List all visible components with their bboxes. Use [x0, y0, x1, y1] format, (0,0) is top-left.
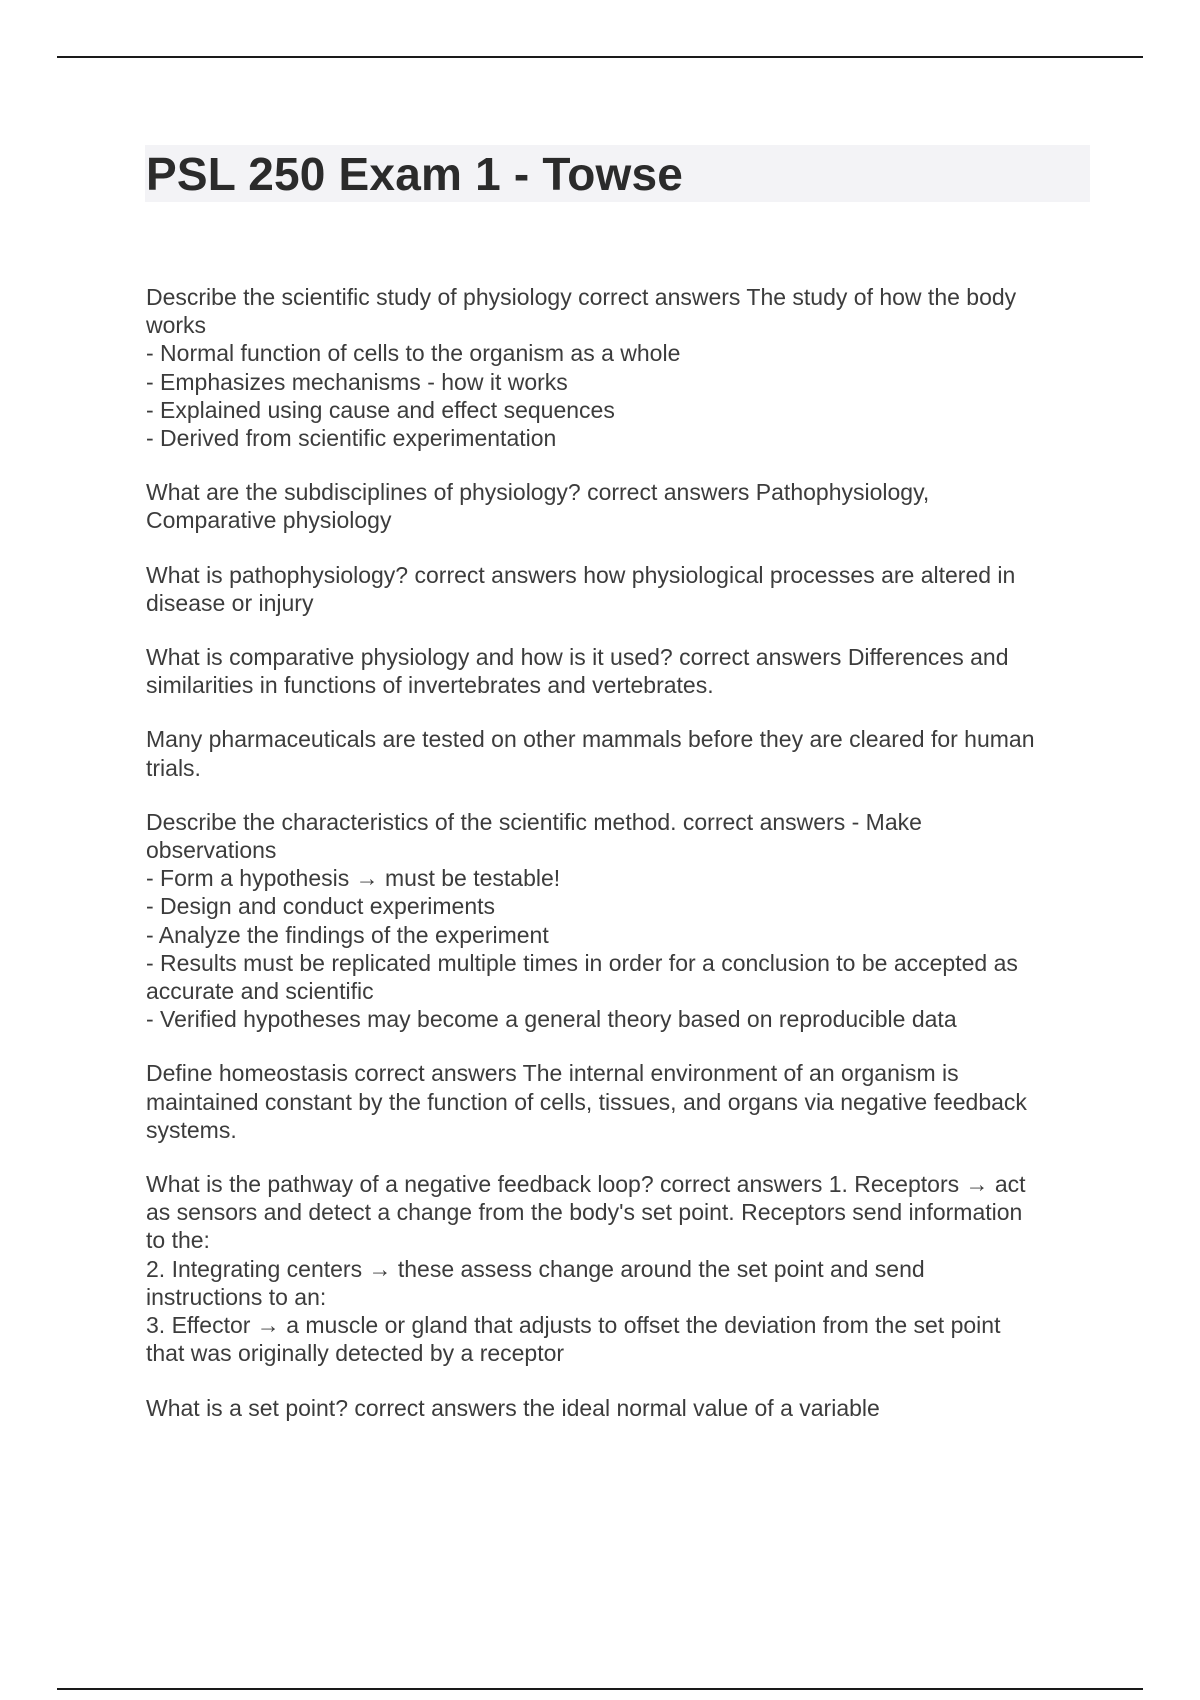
qa-entry [146, 808, 1091, 1034]
entry-line: systems. [146, 1116, 237, 1143]
entry-line: to the: [146, 1227, 210, 1254]
entry-line: What is the pathway of a negative feedback loop? correct answers 1. Receptors → act [146, 1171, 1026, 1198]
qa-list [146, 283, 1091, 1448]
entry-line: Many pharmaceuticals are tested on other mammals before they are cleared for human [146, 726, 1035, 753]
qa-entry [146, 561, 1091, 617]
qa-entry [146, 1170, 1091, 1367]
entry-line: Comparative physiology [146, 507, 392, 534]
qa-entry [146, 725, 1091, 781]
entry-line: What are the subdisciplines of physiology? correct answers Pathophysiology, [146, 479, 930, 506]
entry-line: - Results must be replicated multiple times in order for a conclusion to be accepted as [146, 949, 1018, 976]
entry-line: trials. [146, 754, 201, 781]
entry-line: that was originally detected by a receptor [146, 1340, 565, 1367]
entry-line: Describe the scientific study of physiology correct answers The study of how the body [146, 284, 1017, 310]
qa-entry [146, 283, 1091, 452]
top-divider [57, 56, 1143, 58]
entry-line: What is comparative physiology and how is it used? correct answers Differences and [146, 644, 1009, 671]
entry-line: maintained constant by the function of cells, tissues, and organs via negative feedback [146, 1088, 1027, 1115]
entry-line: 2. Integrating centers → these assess change around the set point and send [146, 1255, 925, 1282]
entry-line: - Design and conduct experiments [146, 893, 496, 920]
entry-line: - Analyze the findings of the experiment [146, 921, 549, 948]
entry-line: observations [146, 837, 277, 864]
qa-entry [146, 643, 1091, 699]
bottom-divider [57, 1688, 1143, 1690]
entry-line: - Derived from scientific experimentation [146, 425, 557, 452]
page-title: PSL 250 Exam 1 - Towse [146, 148, 684, 200]
entry-line: 3. Effector → a muscle or gland that adjusts to offset the deviation from the set point [146, 1312, 1001, 1339]
entry-line: - Normal function of cells to the organism as a whole [146, 340, 681, 367]
entry-line: accurate and scientific [146, 978, 374, 1005]
entry-line: Describe the characteristics of the scientific method. correct answers - Make [146, 808, 922, 835]
entry-line: - Form a hypothesis → must be testable! [146, 865, 561, 892]
qa-entry [146, 1394, 1091, 1422]
entry-line: What is pathophysiology? correct answers how physiological processes are altered in [146, 561, 1016, 588]
entry-line: Define homeostasis correct answers The internal environment of an organism is [146, 1060, 959, 1087]
qa-entry [146, 478, 1091, 534]
entry-line: works [146, 312, 207, 339]
entry-line: What is a set point? correct answers the ideal normal value of a variable [146, 1394, 880, 1421]
entry-line: instructions to an: [146, 1283, 327, 1310]
entry-line: - Explained using cause and effect sequences [146, 396, 615, 423]
entry-line: - Verified hypotheses may become a general theory based on reproducible data [146, 1006, 957, 1033]
entry-line: similarities in functions of invertebrates and vertebrates. [146, 672, 714, 699]
entry-line: - Emphasizes mechanisms - how it works [146, 368, 568, 395]
entry-line: disease or injury [146, 589, 314, 616]
entry-line: as sensors and detect a change from the body's set point. Receptors send information [146, 1199, 1023, 1226]
qa-entry [146, 1059, 1091, 1144]
